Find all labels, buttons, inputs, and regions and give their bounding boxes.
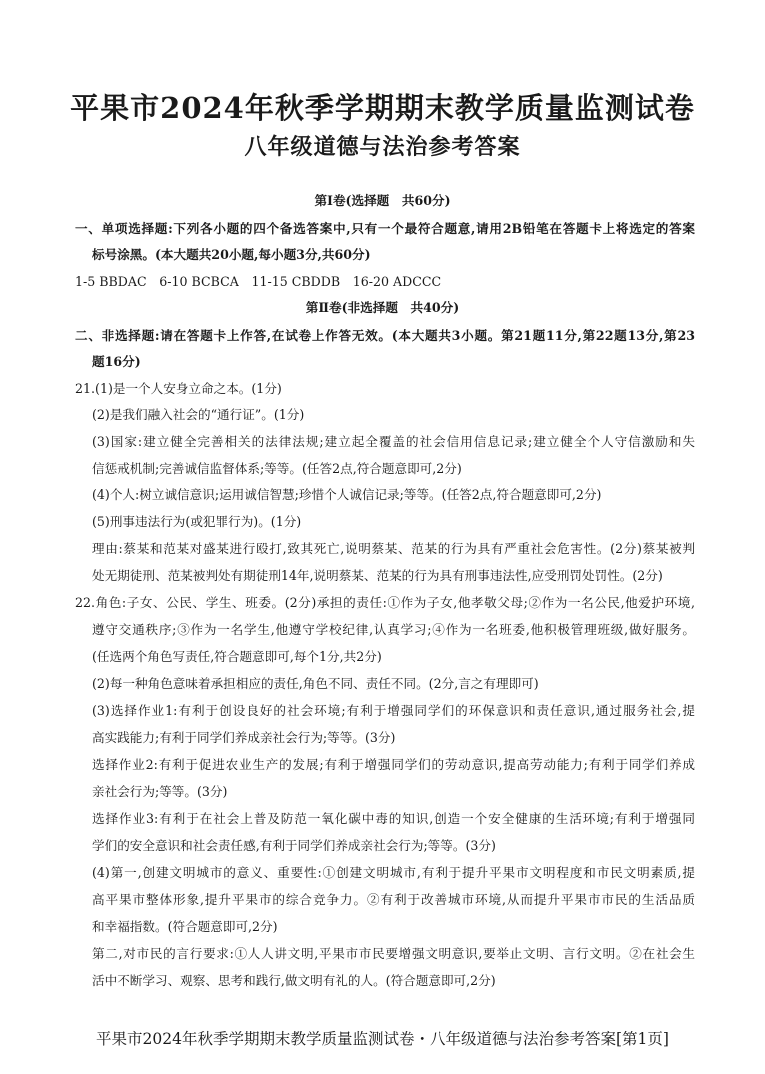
part1-answer-key: 1-5 BBDAC 6-10 BCBCA 11-15 CBDDB 16-20 ADCCC	[75, 274, 442, 289]
q22-line-15: 活中不断学习、观察、思考和践行,做文明有礼的人。(符合题意即可,2分)	[92, 973, 496, 988]
q22-line-7: 选择作业2:有利于促进农业生产的发展;有利于增强同学们的劳动意识,提高劳动能力;有利于同学们养成	[92, 757, 695, 772]
part1-instruction-line2: 标号涂黑。(本大题共20小题,每小题3分,共60分)	[92, 247, 371, 262]
q22-line-10: 学们的安全意识和社会责任感,有利于同学们养成亲社会行为;等等。(3分)	[92, 838, 496, 853]
q22-line-5: (3)选择作业1:有利于创设良好的社会环境;有利于增强同学们的环保意识和责任意识,通过服务社会,提	[92, 703, 695, 718]
part1-instruction-line1: 一、单项选择题:下列各小题的四个备选答案中,只有一个最符合题意,请用2B铅笔在答题卡上将选定的答案	[75, 221, 695, 236]
document-subtitle: 八年级道德与法治参考答案	[244, 134, 521, 160]
q21-line-5: (4)个人:树立诚信意识;运用诚信智慧;珍惜个人诚信记录;等等。(任答2点,符合题意即可,2分)	[92, 487, 602, 502]
q21-line-2: (2)是我们融入社会的“通行证”。(1分)	[92, 407, 305, 422]
q22-line-4: (2)每一种角色意味着承担相应的责任,角色不同、责任不同。(2分,言之有理即可)	[92, 676, 539, 691]
part1-heading: 第Ⅰ卷(选择题 共60分)	[314, 193, 451, 208]
q22-line-3: (任选两个角色写责任,符合题意即可,每个1分,共2分)	[92, 649, 382, 664]
part2-heading: 第Ⅱ卷(非选择题 共40分)	[305, 300, 460, 315]
q22-line-12: 高平果市整体形象,提升平果市的综合竞争力。②有利于改善城市环境,从而提升平果市市民的生活品质	[92, 892, 695, 907]
q22-line-8: 亲社会行为;等等。(3分)	[92, 784, 228, 799]
q21-line-8: 处无期徒刑、范某被判处有期徒刑14年,说明蔡某、范某的行为具有刑事违法性,应受刑罚处罚性。(2分)	[92, 568, 663, 583]
q21-line-3: (3)国家:建立健全完善相关的法律法规;建立起全覆盖的社会信用信息记录;建立健全个人守信激励和失	[92, 434, 695, 449]
part2-instruction-line2: 题16分)	[92, 354, 141, 369]
q22-line-2: 遵守交通秩序;③作为一名学生,他遵守学校纪律,认真学习;④作为一名班委,他积极管理班级,做好服务。	[92, 622, 695, 637]
q21-line-7: 理由:蔡某和范某对盛某进行殴打,致其死亡,说明蔡某、范某的行为具有严重社会危害性。(2分)蔡某被判	[92, 541, 695, 556]
q22-line-13: 和幸福指数。(符合题意即可,2分)	[92, 919, 278, 934]
part2-instruction-line1: 二、非选择题:请在答题卡上作答,在试卷上作答无效。(本大题共3小题。第21题11分,第22题13分,第23	[75, 328, 695, 343]
q22-line-14: 第二,对市民的言行要求:①人人讲文明,平果市市民要增强文明意识,要举止文明、言行文明。②在社会生	[92, 946, 695, 961]
document-title: 平果市2024年秋季学期期末教学质量监测试卷	[70, 91, 695, 125]
q21-line-6: (5)刑事违法行为(或犯罪行为)。(1分)	[92, 514, 302, 529]
q21-line-1: 21.(1)是一个人安身立命之本。(1分)	[75, 381, 282, 396]
q22-line-1: 22.角色:子女、公民、学生、班委。(2分)承担的责任:①作为子女,他孝敬父母;②作为一名公民,他爱护环境,	[75, 595, 695, 610]
q21-line-4: 信惩戒机制;完善诚信监督体系;等等。(任答2点,符合题意即可,2分)	[92, 461, 462, 476]
page-footer: 平果市2024年秋季学期期末教学质量监测试卷・八年级道德与法治参考答案[第1页]	[96, 1030, 669, 1048]
q22-line-11: (4)第一,创建文明城市的意义、重要性:①创建文明城市,有利于提升平果市文明程度和市民文明素质,提	[92, 865, 695, 880]
q22-line-6: 高实践能力;有利于同学们养成亲社会行为;等等。(3分)	[92, 730, 396, 745]
q22-line-9: 选择作业3:有利于在社会上普及防范一氧化碳中毒的知识,创造一个安全健康的生活环境;有利于增强同	[92, 811, 695, 826]
